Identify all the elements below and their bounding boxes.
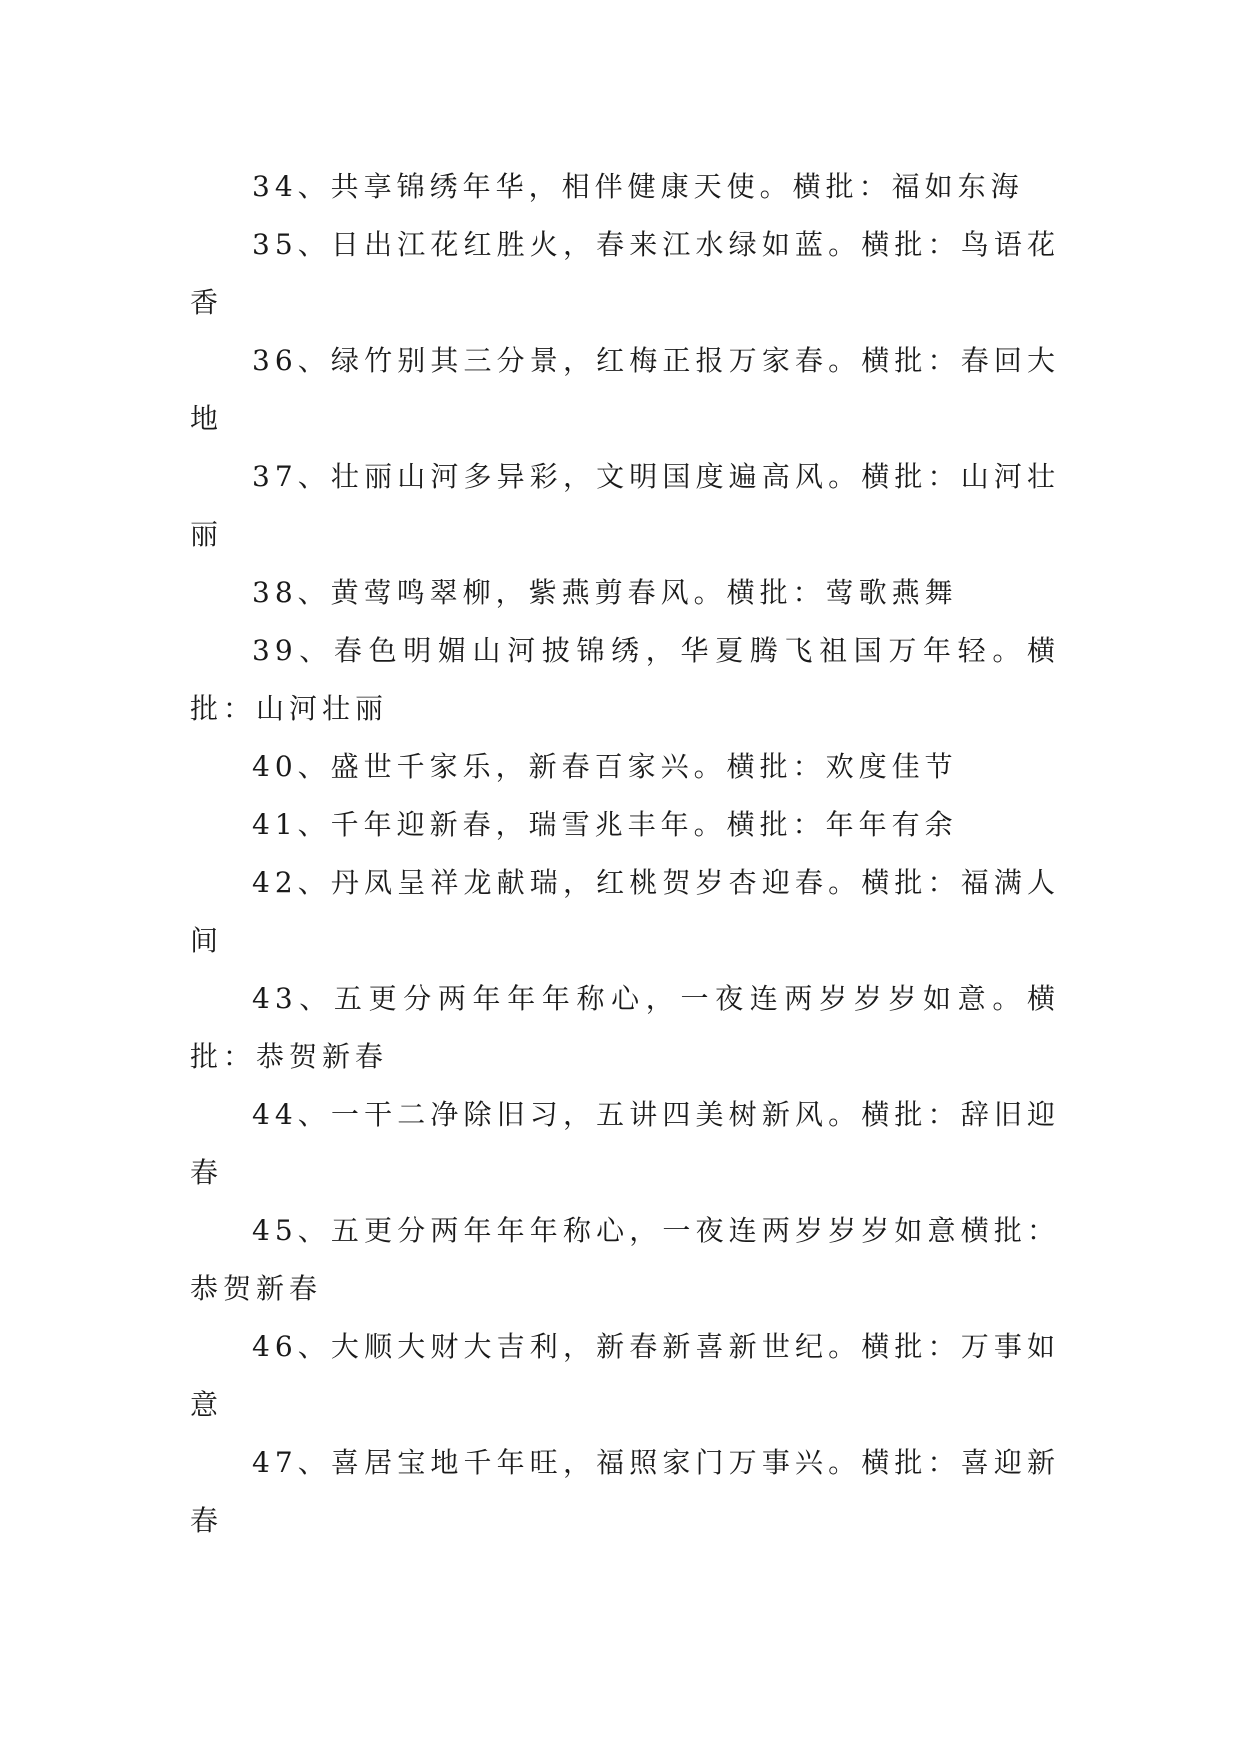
couplet-paragraph: 43、五更分两年年年称心，一夜连两岁岁岁如意。横批：恭贺新春	[190, 982, 1060, 1073]
couplet-paragraph: 45、五更分两年年年称心，一夜连两岁岁岁如意横批：恭贺新春	[190, 1214, 1060, 1305]
couplet-paragraph: 40、盛世千家乐，新春百家兴。横批：欢度佳节	[252, 750, 958, 783]
couplet-paragraph: 42、丹凤呈祥龙献瑞，红桃贺岁杏迎春。横批：福满人间	[190, 866, 1060, 957]
couplet-paragraph: 36、绿竹别其三分景，红梅正报万家春。横批：春回大地	[190, 344, 1060, 435]
couplet-paragraph: 46、大顺大财大吉利，新春新喜新世纪。横批：万事如意	[190, 1330, 1060, 1421]
couplet-paragraph: 37、壮丽山河多异彩，文明国度遍高风。横批：山河壮丽	[190, 460, 1060, 551]
couplet-paragraph: 34、共享锦绣年华，相伴健康天使。横批：福如东海	[252, 170, 1024, 203]
couplet-paragraph: 44、一干二净除旧习，五讲四美树新风。横批：辞旧迎春	[190, 1098, 1060, 1189]
couplet-paragraph: 38、黄莺鸣翠柳，紫燕剪春风。横批：莺歌燕舞	[252, 576, 958, 609]
couplet-paragraph: 39、春色明媚山河披锦绣，华夏腾飞祖国万年轻。横批：山河壮丽	[190, 634, 1060, 725]
couplet-paragraph: 41、千年迎新春，瑞雪兆丰年。横批：年年有余	[252, 808, 958, 841]
couplet-list	[190, 158, 1060, 1550]
couplet-paragraph: 35、日出江花红胜火，春来江水绿如蓝。横批：鸟语花香	[190, 228, 1060, 319]
couplet-paragraph: 47、喜居宝地千年旺，福照家门万事兴。横批：喜迎新春	[190, 1446, 1060, 1537]
